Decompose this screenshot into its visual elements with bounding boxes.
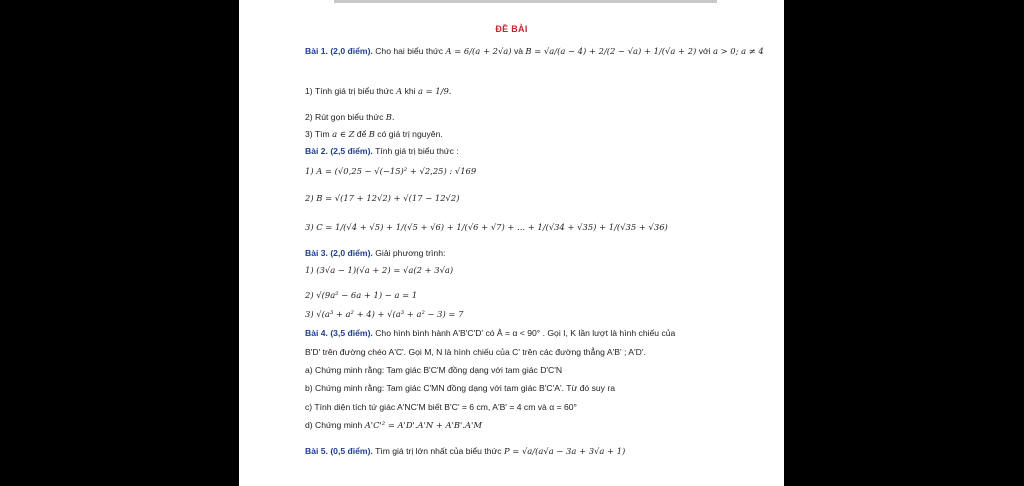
problem-2-item-1: 1) A = (√0,25 − √(−15)² + √2,25) : √169	[305, 166, 477, 176]
problem-3-item-1: 1) (3√a − 1)(√a + 2) = √a(2 + 3√a)	[305, 265, 454, 275]
part-d-text: d) Chứng minh	[305, 420, 363, 430]
problem-4-heading: Bài 4. (3,5 điểm).	[305, 328, 373, 338]
problem-5-statement	[305, 446, 625, 457]
problem-4-line-1: Cho hình bình hành A'B'C'D' có Â = α < 90° . Gọi I, K lần lượt là hình chiếu của	[375, 328, 676, 338]
q3-var: B	[368, 129, 375, 139]
expression-b: B = √a/(a − 4) + 2/(2 − √a) + 1/(√a + 2)	[525, 46, 697, 56]
page-top-border	[334, 0, 717, 3]
part-d-math: A'C'² = A'D'.A'N + A'B'.A'M	[364, 420, 482, 430]
problem-3-intro: Giải phương trình:	[375, 248, 446, 258]
expression-a: A = 6/(a + 2√a)	[445, 46, 512, 56]
q1-when: khi	[404, 86, 416, 96]
q3-text: 3) Tìm	[305, 129, 330, 139]
q3-end: có giá trị nguyên.	[377, 129, 443, 139]
condition-prefix: với	[698, 46, 711, 56]
problem-2-intro: Tính giá trị biểu thức :	[375, 146, 459, 156]
document-page	[239, 0, 784, 486]
problem-5-heading: Bài 5. (0,5 điểm).	[305, 446, 373, 456]
conjunction: và	[513, 46, 524, 56]
problem-1-intro: Cho hai biểu thức	[375, 46, 444, 56]
problem-3-item-3: 3) √(a³ + a² + 4) + √(a³ + a² − 3) = 7	[305, 309, 464, 319]
problem-4-part-d	[305, 420, 482, 431]
problem-4-part-c: c) Tính diện tích tứ giác A'NC'M biết B'C' = 6 cm, A'B' = 4 cm và α = 60°	[305, 402, 577, 412]
q2-text: 2) Rút gọn biểu thức	[305, 112, 384, 122]
problem-3-statement	[305, 248, 445, 259]
problem-1-heading: Bài 1. (2,0 điểm).	[305, 46, 373, 56]
problem-3-item-2: 2) √(9a² − 6a + 1) − a = 1	[305, 290, 418, 300]
problem-1-question-1	[305, 86, 451, 97]
q1-text: 1) Tính giá trị biểu thức	[305, 86, 394, 96]
problem-2-statement	[305, 146, 459, 157]
document-title: ĐỀ BÀI	[495, 24, 528, 34]
problem-4-part-a: a) Chứng minh rằng: Tam giác B'C'M đồng dạng với tam giác D'C'N	[305, 365, 563, 375]
problem-2-item-3: 3) C = 1/(√4 + √5) + 1/(√5 + √6) + 1/(√6 + √7) + ... + 1/(√34 + √35) + 1/(√35 + √36)	[305, 222, 668, 232]
problem-2-heading: Bài 2. (2,5 điểm).	[305, 146, 373, 156]
problem-3-heading: Bài 3. (2,0 điểm).	[305, 248, 373, 258]
condition: a > 0; a ≠ 4	[712, 46, 764, 56]
q2-var: B.	[385, 112, 395, 122]
problem-1-statement	[305, 46, 764, 57]
problem-4-line-2: B'D' trên đường chéo A'C'. Gọi M, N là hình chiếu của C' trên các đường thẳng A'B' ; A'D'.	[305, 347, 646, 357]
q1-value: a = 1/9.	[417, 86, 452, 96]
problem-1-question-2	[305, 112, 395, 123]
problem-4-part-b: b) Chứng minh rằng: Tam giác C'MN đồng dạng với tam giác B'C'A'. Từ đó suy ra	[305, 383, 615, 393]
expression-p: P = √a/(a√a − 3a + 3√a + 1)	[503, 446, 626, 456]
problem-4-statement	[305, 328, 675, 339]
q3-math: a ∈ Z	[332, 129, 355, 139]
problem-1-question-3	[305, 129, 443, 140]
q1-var: A	[396, 86, 403, 96]
problem-5-intro: Tìm giá trị lớn nhất của biểu thức	[375, 446, 502, 456]
q3-rest: để	[356, 129, 367, 139]
problem-2-item-2: 2) B = √(17 + 12√2) + √(17 − 12√2)	[305, 193, 460, 203]
